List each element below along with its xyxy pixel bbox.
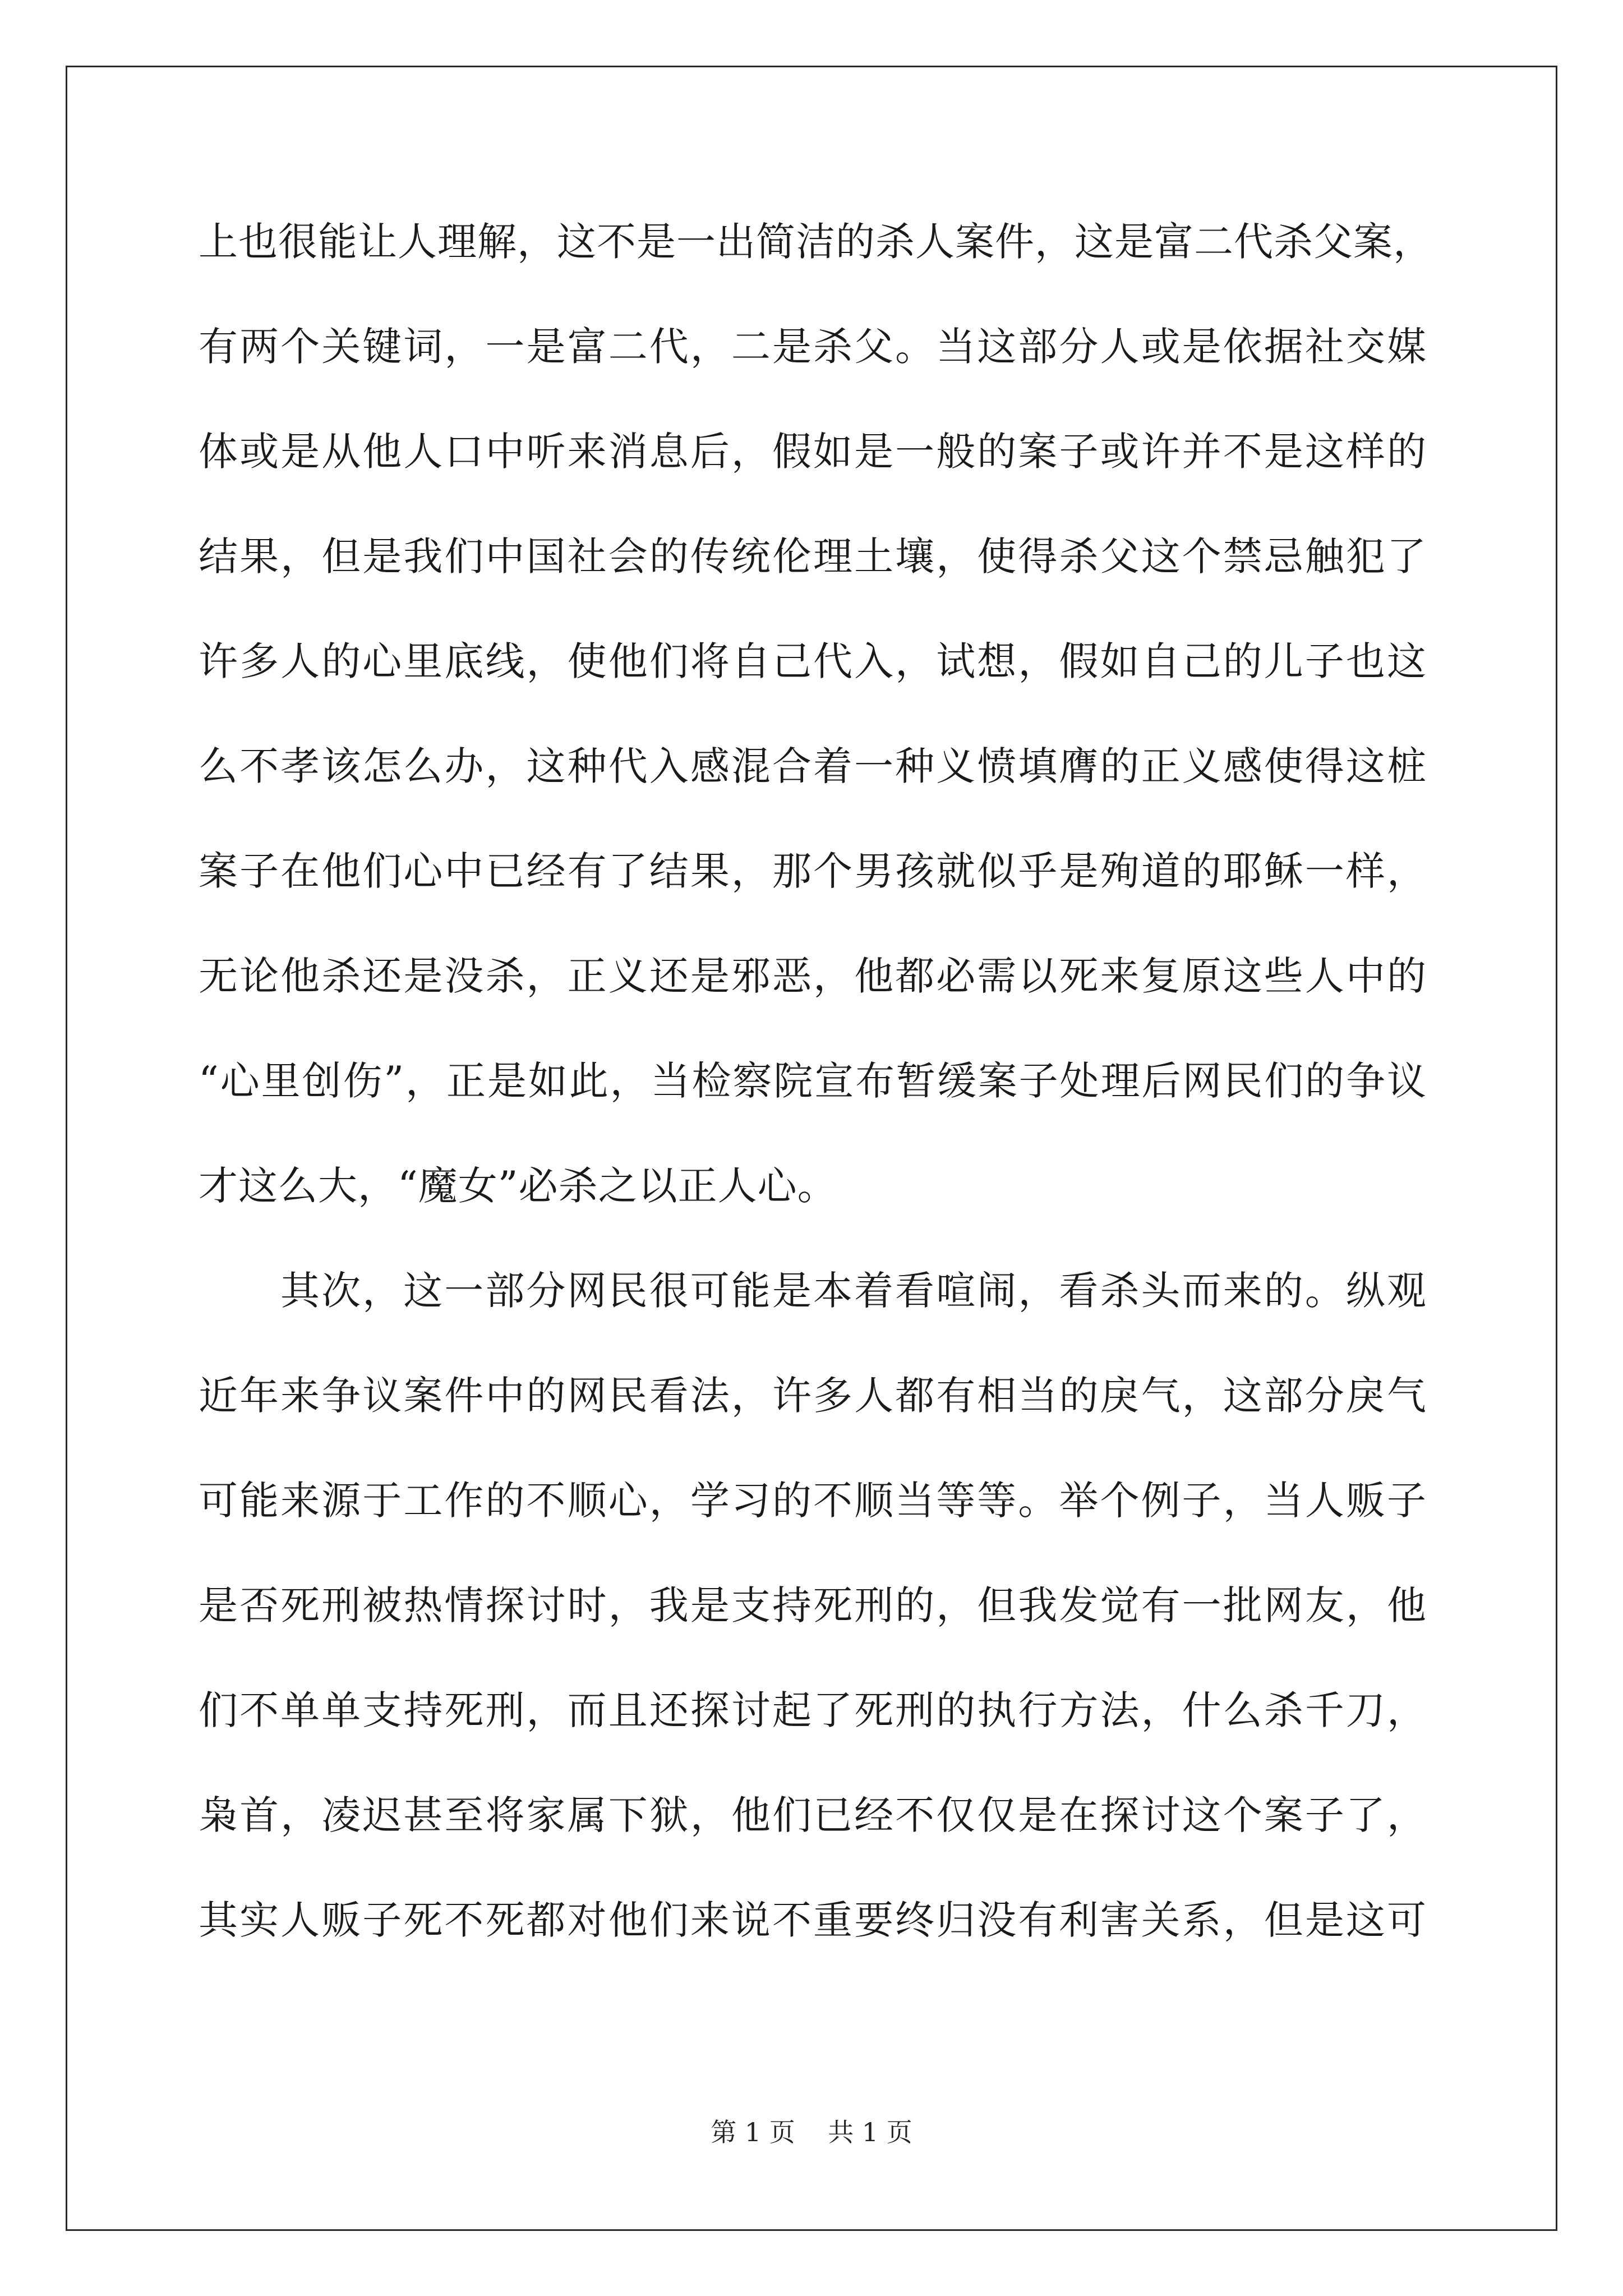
text-line: 体或是从他人口中听来消息后，假如是一般的案子或许并不是这样的 — [199, 429, 1427, 475]
text-line: 枭首，凌迟甚至将家属下狱，他们已经不仅仅是在探讨这个案子了， — [199, 1792, 1427, 1838]
text-line: 上也很能让人理解，这不是一出简洁的杀人案件，这是富二代杀父案， — [199, 219, 1433, 265]
text-line: 近年来争议案件中的网民看法，许多人都有相当的戾气，这部分戾气 — [199, 1373, 1427, 1419]
page-number-footer: 第 1 页 共 1 页 — [711, 2117, 912, 2147]
paragraph-2 — [199, 1239, 1427, 1973]
text-line: “心里创伤”，正是如此，当检察院宣布暂缓案子处理后网民们的争议 — [199, 1058, 1427, 1104]
text-line: 其实人贩子死不死都对他们来说不重要终归没有利害关系，但是这可 — [199, 1897, 1427, 1943]
text-line: 可能来源于工作的不顺心，学习的不顺当等等。举个例子，当人贩子 — [199, 1478, 1427, 1524]
paragraph-1 — [199, 190, 1433, 1239]
document-body — [199, 190, 1433, 1973]
text-line: 许多人的心里底线，使他们将自己代入，试想，假如自己的儿子也这 — [199, 638, 1427, 684]
text-line: 么不孝该怎么办，这种代入感混合着一种义愤填膺的正义感使得这桩 — [199, 743, 1427, 789]
text-line: 是否死刑被热情探讨时，我是支持死刑的，但我发觉有一批网友，他 — [199, 1582, 1427, 1628]
text-line: 才这么大，“魔女”必杀之以正人心。 — [199, 1163, 837, 1209]
text-line: 其次，这一部分网民很可能是本着看喧闹，看杀头而来的。纵观 — [280, 1268, 1427, 1314]
text-line: 有两个关键词，一是富二代，二是杀父。当这部分人或是依据社交媒 — [199, 324, 1427, 370]
text-line: 案子在他们心中已经有了结果，那个男孩就似乎是殉道的耶稣一样， — [199, 848, 1427, 894]
text-line: 无论他杀还是没杀，正义还是邪恶，他都必需以死来复原这些人中的 — [199, 953, 1427, 999]
text-line: 们不单单支持死刑，而且还探讨起了死刑的执行方法，什么杀千刀， — [199, 1687, 1427, 1733]
text-line: 结果，但是我们中国社会的传统伦理土壤，使得杀父这个禁忌触犯了 — [199, 533, 1427, 579]
